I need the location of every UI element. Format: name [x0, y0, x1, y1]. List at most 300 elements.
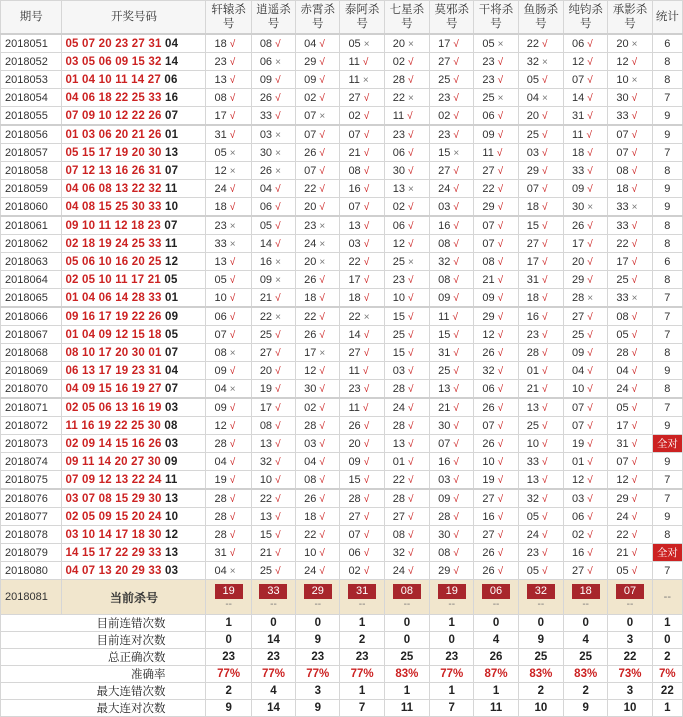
stats-value: 0: [251, 615, 295, 632]
kill-number: 04: [304, 455, 317, 468]
check-mark: √: [497, 547, 504, 559]
check-mark: √: [497, 238, 504, 250]
check-mark: √: [229, 511, 236, 523]
check-mark: √: [362, 402, 369, 414]
kill-cell: [340, 198, 384, 217]
check-mark: √: [319, 402, 325, 414]
table-row: [1, 489, 683, 508]
check-mark: √: [275, 511, 281, 523]
kill-cell: [296, 253, 340, 271]
kill-cell: [564, 71, 608, 89]
check-mark: √: [408, 493, 414, 505]
kill-number: 25: [438, 364, 451, 377]
kill-number: 18: [214, 200, 227, 213]
kill-cell: [430, 271, 474, 289]
kill-cell: [564, 125, 608, 144]
kill-number: 10: [392, 291, 405, 304]
check-mark: √: [363, 238, 370, 250]
kill-cell: [608, 162, 652, 180]
red-balls: 04 06 08 13 22 32: [65, 182, 162, 195]
kill-cell: [384, 125, 429, 144]
check-mark: √: [587, 56, 593, 68]
kill-number: 13: [438, 382, 451, 395]
check-mark: √: [363, 474, 370, 486]
stats-value: 0: [608, 615, 652, 632]
kill-number: 24: [616, 510, 629, 523]
current-kill-cell: [206, 580, 251, 615]
kill-number: 25: [616, 273, 629, 286]
cross-mark: ×: [408, 183, 414, 195]
check-mark: √: [587, 420, 593, 432]
kill-number: 31: [572, 109, 585, 122]
current-kill-dash: --: [403, 599, 411, 610]
kill-cell: [564, 89, 608, 107]
check-mark: √: [275, 92, 281, 104]
kill-cell: [340, 107, 384, 126]
kill-number: 08: [214, 346, 227, 359]
kill-cell: [608, 53, 652, 71]
kill-cell: [340, 53, 384, 71]
kill-cell: [474, 271, 518, 289]
stats-value: 1: [430, 683, 474, 700]
check-mark: √: [453, 183, 459, 195]
current-kill-number: 32: [527, 584, 555, 599]
kill-number: 07: [616, 146, 629, 159]
stats-value: 2: [564, 683, 608, 700]
kill-cell: [608, 71, 652, 89]
kill-cell: [518, 489, 563, 508]
kill-cell: [430, 562, 474, 580]
check-mark: √: [631, 420, 638, 432]
kill-number: 18: [572, 146, 585, 159]
header-killer: 轩辕杀号: [206, 1, 251, 35]
kill-cell: [384, 453, 429, 471]
kill-number: 03: [348, 237, 361, 250]
kill-number: 25: [526, 419, 539, 432]
check-mark: √: [631, 365, 638, 377]
draw-numbers: [62, 162, 206, 180]
kill-cell: [564, 453, 608, 471]
kill-cell: [564, 380, 608, 399]
cross-mark: ×: [587, 292, 594, 304]
kill-cell: [296, 235, 340, 253]
kill-number: 11: [572, 128, 584, 141]
kill-number: 25: [482, 91, 495, 104]
kill-number: 08: [438, 237, 451, 250]
check-mark: √: [541, 365, 548, 377]
stats-value: 23: [340, 649, 384, 666]
kill-number: 13: [392, 182, 405, 195]
kill-cell: [384, 216, 429, 235]
kill-number: 20: [259, 364, 273, 377]
red-balls: 07 09 12 13 22 24: [65, 473, 162, 486]
cross-mark: ×: [275, 256, 281, 268]
kill-cell: [384, 71, 429, 89]
blue-ball: 07: [164, 346, 179, 359]
kill-number: 23: [482, 55, 495, 68]
kill-cell: [518, 289, 563, 308]
kill-number: 06: [214, 310, 227, 323]
kill-cell: [340, 489, 384, 508]
kill-cell: [430, 544, 474, 562]
check-mark: √: [275, 493, 281, 505]
kill-cell: [474, 107, 518, 126]
draw-numbers: [62, 271, 206, 289]
kill-cell: [296, 53, 340, 71]
check-mark: √: [229, 38, 236, 50]
kill-number: 12: [392, 237, 405, 250]
check-mark: √: [586, 129, 592, 141]
kill-cell: [296, 216, 340, 235]
check-mark: √: [587, 402, 593, 414]
kill-number: 18: [616, 182, 629, 195]
kill-cell: [564, 326, 608, 344]
stats-value: 9: [518, 632, 563, 649]
check-mark: √: [408, 220, 414, 232]
kill-number: 28: [392, 382, 405, 395]
kill-number: 22: [304, 182, 317, 195]
hit-count: 全对: [652, 435, 682, 453]
kill-number: 11: [482, 146, 494, 159]
hit-count: 7: [652, 562, 682, 580]
check-mark: √: [541, 402, 548, 414]
hit-count: 7: [652, 471, 682, 490]
issue-number: 2018075: [1, 471, 62, 490]
kill-number: 27: [482, 492, 495, 505]
kill-number: 02: [392, 55, 405, 68]
kill-number: 17: [259, 401, 273, 414]
kill-number: 28: [526, 346, 539, 359]
kill-number: 19: [259, 382, 273, 395]
check-mark: √: [408, 311, 414, 323]
red-balls: 03 10 14 17 18 30: [65, 528, 162, 541]
kill-cell: [206, 289, 251, 308]
kill-number: 23: [526, 328, 539, 341]
check-mark: √: [587, 474, 593, 486]
check-mark: √: [408, 201, 414, 213]
check-mark: √: [631, 547, 638, 559]
current-kill-dash: --: [492, 599, 500, 610]
kill-number: 26: [259, 164, 273, 177]
kill-number: 04: [259, 182, 273, 195]
check-mark: √: [408, 456, 414, 468]
cross-mark: ×: [275, 147, 281, 159]
kill-cell: [384, 34, 429, 53]
check-mark: √: [453, 38, 459, 50]
kill-cell: [608, 453, 652, 471]
current-kill-cell: [340, 580, 384, 615]
hit-count: 6: [652, 34, 682, 53]
kill-cell: [206, 144, 251, 162]
kill-cell: [340, 235, 384, 253]
hit-count: 8: [652, 344, 682, 362]
check-mark: √: [275, 110, 281, 122]
kill-cell: [474, 326, 518, 344]
issue-number: 2018070: [1, 380, 62, 399]
check-mark: √: [631, 565, 638, 577]
kill-number: 27: [348, 91, 361, 104]
check-mark: √: [631, 383, 638, 395]
kill-number: 18: [526, 200, 539, 213]
kill-number: 03: [438, 473, 451, 486]
red-balls: 04 08 15 25 30 33: [65, 200, 162, 213]
kill-cell: [518, 125, 563, 144]
kill-cell: [608, 562, 652, 580]
kill-cell: [430, 180, 474, 198]
kill-cell: [251, 307, 295, 326]
kill-cell: [384, 89, 429, 107]
check-mark: √: [229, 311, 236, 323]
kill-cell: [608, 235, 652, 253]
kill-number: 21: [348, 146, 361, 159]
kill-cell: [474, 89, 518, 107]
kill-cell: [474, 526, 518, 544]
table-row: [1, 471, 683, 490]
check-mark: √: [497, 201, 504, 213]
cross-mark: ×: [587, 201, 594, 213]
check-mark: √: [587, 165, 593, 177]
kill-cell: [474, 307, 518, 326]
kill-number: 20: [572, 255, 585, 268]
current-kill-dash: --: [448, 599, 456, 610]
kill-number: 06: [572, 37, 585, 50]
kill-cell: [430, 53, 474, 71]
kill-number: 07: [482, 419, 495, 432]
check-mark: √: [363, 129, 370, 141]
kill-cell: [296, 289, 340, 308]
check-mark: √: [453, 256, 459, 268]
kill-cell: [474, 216, 518, 235]
kill-cell: [518, 398, 563, 417]
cross-mark: ×: [363, 311, 370, 323]
check-mark: √: [408, 365, 414, 377]
kill-cell: [251, 326, 295, 344]
red-balls: 07 12 13 16 26 31: [65, 164, 162, 177]
kill-cell: [608, 489, 652, 508]
kill-cell: [340, 380, 384, 399]
kill-cell: [340, 253, 384, 271]
draw-numbers: [62, 362, 206, 380]
kill-number: 29: [482, 310, 495, 323]
check-mark: √: [275, 74, 281, 86]
stats-value: 2: [206, 683, 251, 700]
draw-numbers: [62, 471, 206, 490]
check-mark: √: [319, 38, 325, 50]
kill-cell: [340, 125, 384, 144]
kill-cell: [518, 562, 563, 580]
stats-value: 1: [384, 683, 429, 700]
kill-number: 28: [214, 528, 227, 541]
check-mark: √: [497, 292, 504, 304]
header-killer: 逍遥杀号: [251, 1, 295, 35]
issue-number: 2018076: [1, 489, 62, 508]
kill-number: 05: [214, 273, 227, 286]
kill-cell: [474, 162, 518, 180]
check-mark: √: [319, 420, 325, 432]
kill-number: 16: [482, 510, 495, 523]
kill-number: 33: [526, 455, 539, 468]
kill-number: 08: [259, 419, 273, 432]
check-mark: √: [587, 110, 593, 122]
check-mark: √: [541, 329, 548, 341]
stats-value: 22: [608, 649, 652, 666]
kill-number: 05: [526, 564, 539, 577]
kill-number: 02: [348, 564, 361, 577]
kill-number: 09: [348, 455, 361, 468]
kill-number: 15: [392, 310, 405, 323]
check-mark: √: [229, 438, 236, 450]
kill-number: 20: [616, 37, 629, 50]
cross-mark: ×: [541, 56, 548, 68]
check-mark: √: [275, 547, 281, 559]
current-kill-number: 07: [616, 584, 644, 599]
kill-cell: [296, 344, 340, 362]
kill-number: 17: [304, 346, 317, 359]
red-balls: 02 05 06 13 16 19: [65, 401, 162, 414]
table-row: [1, 144, 683, 162]
kill-cell: [206, 53, 251, 71]
header-numbers: 开奖号码: [62, 1, 206, 35]
blue-ball: 09: [164, 455, 178, 468]
kill-number: 05: [482, 37, 495, 50]
kill-cell: [518, 362, 563, 380]
kill-cell: [251, 417, 295, 435]
stats-row: [1, 700, 683, 717]
kill-cell: [564, 144, 608, 162]
check-mark: √: [408, 547, 414, 559]
check-mark: √: [497, 529, 504, 541]
check-mark: √: [319, 438, 325, 450]
red-balls: 09 10 11 12 18 23: [65, 219, 161, 232]
draw-numbers: [62, 198, 206, 217]
cross-mark: ×: [319, 220, 326, 232]
stats-label: 目前连错次数: [1, 615, 206, 632]
kill-cell: [564, 216, 608, 235]
kill-cell: [206, 562, 251, 580]
stats-count: 0: [652, 632, 682, 649]
kill-number: 04: [304, 37, 317, 50]
kill-cell: [340, 180, 384, 198]
draw-numbers: [62, 125, 206, 144]
kill-cell: [518, 526, 563, 544]
hit-count: 7: [652, 289, 682, 308]
stats-label: 准确率: [1, 666, 206, 683]
check-mark: √: [587, 74, 593, 86]
kill-cell: [518, 107, 563, 126]
red-balls: 06 13 17 19 23 31: [65, 364, 162, 377]
kill-number: 12: [572, 473, 585, 486]
check-mark: √: [587, 238, 593, 250]
check-mark: √: [587, 438, 593, 450]
draw-numbers: [62, 489, 206, 508]
kill-cell: [340, 144, 384, 162]
kill-cell: [251, 89, 295, 107]
kill-cell: [430, 198, 474, 217]
current-kill-dash: --: [314, 599, 322, 610]
kill-cell: [474, 471, 518, 490]
blue-ball: 11: [164, 473, 178, 486]
kill-cell: [296, 144, 340, 162]
check-mark: √: [229, 201, 236, 213]
kill-number: 26: [304, 146, 317, 159]
check-mark: √: [275, 365, 281, 377]
check-mark: √: [631, 456, 638, 468]
kill-cell: [518, 162, 563, 180]
kill-number: 31: [438, 346, 451, 359]
kill-cell: [251, 235, 295, 253]
kill-number: 20: [304, 200, 317, 213]
kill-cell: [340, 362, 384, 380]
blue-ball: 14: [164, 55, 179, 68]
cross-mark: ×: [453, 147, 460, 159]
header-row: [1, 1, 683, 35]
stats-value: 25: [384, 649, 429, 666]
current-count: --: [652, 580, 682, 615]
kill-number: 26: [482, 564, 495, 577]
kill-cell: [384, 271, 429, 289]
check-mark: √: [541, 529, 548, 541]
kill-number: 13: [526, 401, 539, 414]
kill-number: 22: [616, 528, 629, 541]
check-mark: √: [631, 56, 638, 68]
kill-number: 09: [572, 346, 585, 359]
kill-number: 28: [392, 73, 405, 86]
check-mark: √: [275, 329, 281, 341]
kill-cell: [518, 508, 563, 526]
check-mark: √: [453, 238, 459, 250]
kill-cell: [384, 417, 429, 435]
kill-number: 18: [526, 291, 539, 304]
kill-cell: [206, 34, 251, 53]
kill-cell: [518, 326, 563, 344]
cross-mark: ×: [408, 256, 414, 268]
kill-number: 27: [438, 164, 451, 177]
check-mark: √: [497, 420, 504, 432]
kill-number: 04: [616, 364, 629, 377]
cross-mark: ×: [319, 238, 326, 250]
table-row: [1, 271, 683, 289]
kill-number: 21: [482, 273, 495, 286]
kill-cell: [608, 307, 652, 326]
kill-number: 23: [348, 382, 361, 395]
kill-number: 29: [482, 200, 495, 213]
kill-number: 17: [616, 419, 629, 432]
kill-number: 03: [392, 364, 405, 377]
red-balls: 01 03 06 20 21 26: [65, 128, 162, 141]
kill-cell: [206, 307, 251, 326]
kill-number: 07: [526, 182, 539, 195]
kill-number: 27: [482, 164, 495, 177]
kill-number: 12: [616, 473, 629, 486]
header-killer: 纯钧杀号: [564, 1, 608, 35]
current-kill-dash: --: [270, 599, 277, 610]
kill-cell: [474, 417, 518, 435]
red-balls: 04 09 15 16 19 27: [65, 382, 162, 395]
kill-cell: [340, 562, 384, 580]
kill-cell: [296, 125, 340, 144]
blue-ball: 04: [164, 364, 179, 377]
stats-value: 14: [251, 700, 295, 717]
check-mark: √: [408, 529, 414, 541]
current-kill-dash: --: [537, 599, 545, 610]
kill-cell: [474, 53, 518, 71]
blue-ball: 01: [164, 291, 179, 304]
kill-number: 07: [482, 237, 495, 250]
kill-number: 26: [482, 437, 495, 450]
draw-numbers: [62, 253, 206, 271]
hit-count: 9: [652, 508, 682, 526]
kill-cell: [608, 417, 652, 435]
